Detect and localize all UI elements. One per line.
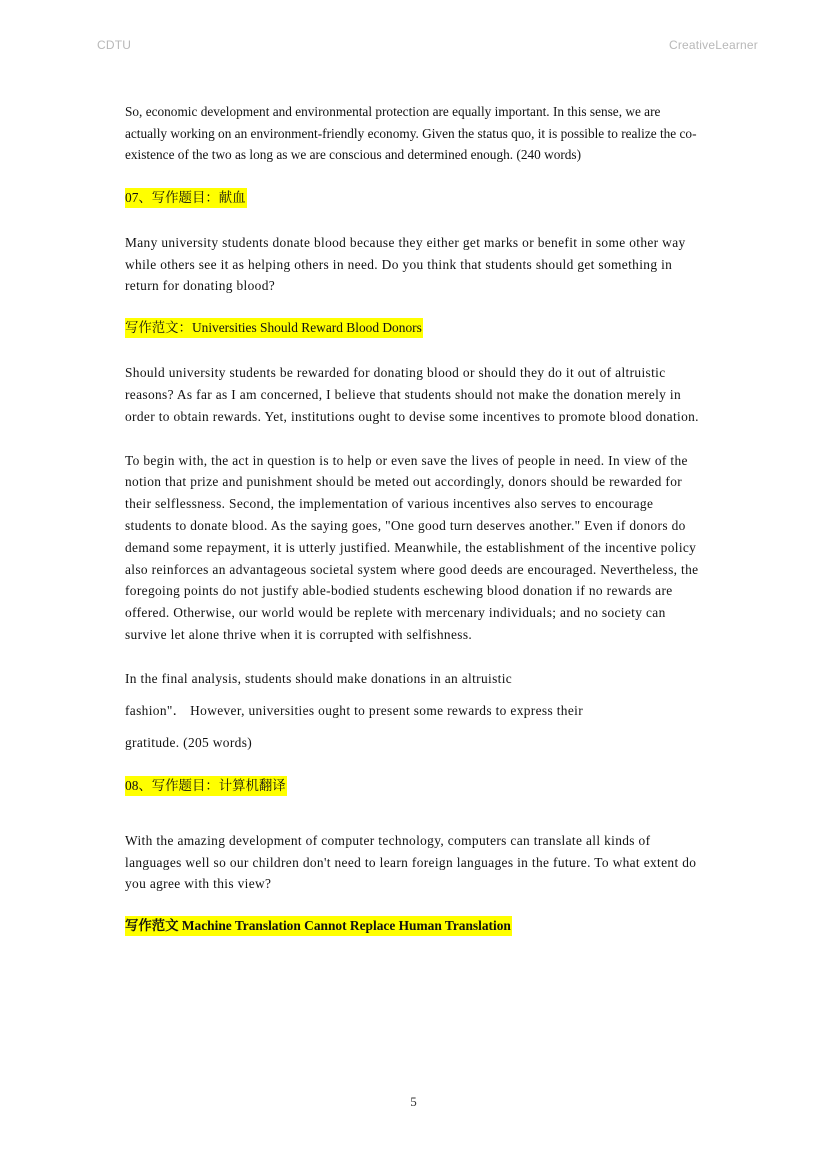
sample-essay-07-conclusion-line-2: fashion"． However, universities ought to present some rewards to express their bbox=[125, 702, 584, 718]
sample-essay-07-conclusion-line-3: gratitude. (205 words) bbox=[125, 734, 253, 750]
header-left-text: CDTU bbox=[97, 38, 132, 52]
sample-essay-07-conclusion-line-1: In the final analysis, students should make donations in an altruistic bbox=[125, 670, 513, 686]
header-right-text: CreativeLearner bbox=[668, 38, 758, 52]
page-number: 5 bbox=[410, 1094, 417, 1109]
section-heading-07: 07、写作题目：献血 bbox=[125, 188, 247, 208]
sample-essay-07-intro: Should university students be rewarded for donating blood or should they do it out of altruistic reasons? As far as I am concerned, I believe that students should not make the donation merely in order to obtain rewards. Yet, institutions ought to devise some incentives to promote blood donation. bbox=[125, 365, 699, 424]
paragraph-economy-conclusion: So, economic development and environmental protection are equally important. In this sense, we are actually working on an environment-friendly economy. Given the status quo, it is possible to realize the co-existence of the two as long as we are conscious and determined enough. (240 words) bbox=[125, 104, 697, 163]
sample-essay-07-body: To begin with, the act in question is to help or even save the lives of people in need. In view of the notion that prize and punishment should be meted out accordingly, donors should be rewarded for their selflessness. Second, the implementation of various incentives also serves to encourage students to donate blood. As the saying goes, "One good turn deserves another." Even if donors do demand some repayment, it is utterly justified. Meanwhile, the establishment of the incentive policy also reinforces an advantageous societal system where good deeds are encouraged. Nevertheless, the foregoing points do not justify able-bodied students eschewing blood donation if no rewards are offered. Otherwise, our world would be replete with mercenary individuals; and no society can survive let alone thrive when it is corrupted with selfishness. bbox=[125, 452, 699, 642]
sample-essay-title-07: 写作范文：Universities Should Reward Blood Donors bbox=[125, 318, 423, 338]
essay-prompt-07: Many university students donate blood because they either get marks or benefit in some other way while others see it as helping others in need. Do you think that students should get something in return for donating blood? bbox=[125, 234, 686, 294]
section-heading-08: 08、写作题目：计算机翻译 bbox=[125, 776, 287, 796]
sample-essay-title-08: 写作范文 Machine Translation Cannot Replace Human Translation bbox=[125, 916, 512, 936]
essay-prompt-08: With the amazing development of computer technology, computers can translate all kinds of languages well so our children don't need to learn foreign languages in the future. To what extent do you agree with this view? bbox=[125, 832, 697, 892]
document-body bbox=[125, 101, 701, 938]
